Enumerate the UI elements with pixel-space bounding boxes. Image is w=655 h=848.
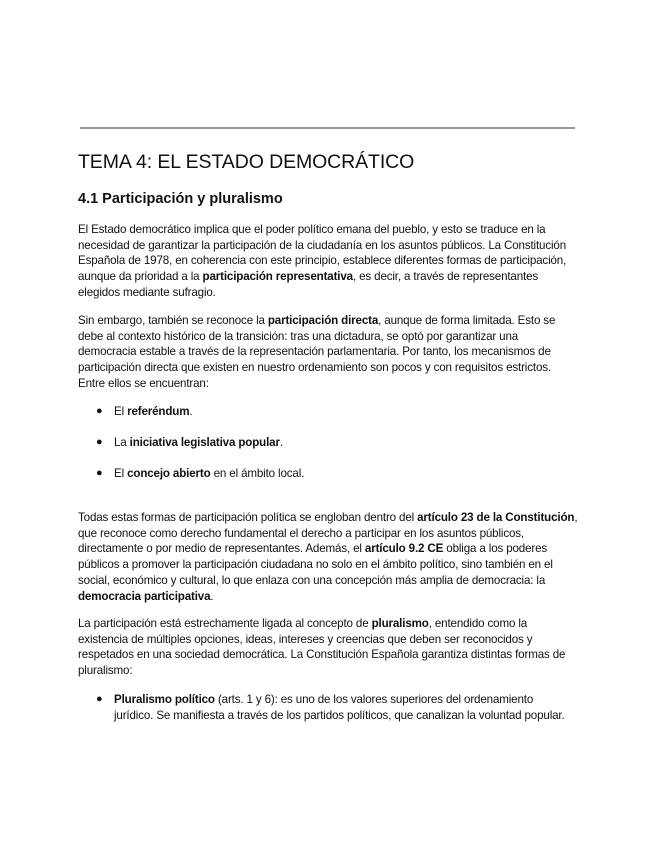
bold-text: concejo abierto bbox=[127, 467, 211, 480]
text-run: . bbox=[210, 589, 214, 603]
paragraph-2 bbox=[78, 313, 578, 392]
list-item bbox=[96, 404, 566, 420]
text-run: El Estado democrático implica que el poder político emana del pueblo, y esto se traduce en la necesidad de garantizar la participación de la ciudadanía en los asuntos públicos. La Constitución Española de 1978, en coherencia con este principio, establece diferentes formas de participación, aunque da prioridad a la bbox=[78, 223, 567, 284]
list-item bbox=[96, 692, 566, 723]
bold-text: participación directa bbox=[267, 314, 379, 327]
text-run: , que reconoce como derecho fundamental el derecho a participar en los asuntos públicos, directamente o por medio de representantes. Además, el bbox=[78, 511, 578, 556]
bold-text: referéndum bbox=[127, 405, 190, 418]
text-run: Sin embargo, también se reconoce la bbox=[78, 314, 268, 327]
text-run: El bbox=[114, 467, 128, 480]
bold-text: iniciativa legislativa popular bbox=[129, 436, 280, 449]
bullet-icon: ● bbox=[96, 693, 103, 705]
horizontal-rule bbox=[80, 127, 575, 129]
text-run: , es decir, a través de representantes elegidos mediante sufragio. bbox=[78, 270, 539, 299]
bold-text: artículo 9.2 CE bbox=[364, 542, 444, 556]
text-run: obliga a los poderes públicos a promover la participación ciudadana no solo en el ámbito político, sino también en el social, económico y cultural, lo que enlaza con una concepción más amplia de democracia: la bbox=[78, 542, 553, 587]
text-run: (arts. 1 y 6): es uno de los valores superiores del ordenamiento jurídico. Se manifiesta a través de los partidos políticos, que canalizan la voluntad popular. bbox=[114, 693, 565, 722]
list-item-text bbox=[114, 404, 566, 420]
text-run: La bbox=[114, 436, 130, 449]
bold-text: artículo 23 de la Constitución bbox=[417, 511, 575, 524]
text-run: , entendido como la existencia de múltiples opciones, ideas, intereses y creencias que deben ser reconocidos y respetados en una sociedad democrática. La Constitución Española garantiza distintas formas de pluralismo: bbox=[78, 617, 566, 678]
paragraph-4 bbox=[78, 616, 578, 679]
text-run: El bbox=[114, 405, 128, 418]
text-run: . bbox=[279, 436, 283, 449]
bold-text: participación representativa bbox=[202, 270, 353, 284]
paragraph-3 bbox=[78, 510, 578, 604]
bullet-icon: ● bbox=[96, 467, 103, 479]
text-run: , aunque de forma limitada. Esto se debe al contexto histórico de la transición: tras una dictadura, se optó por garantizar una democracia estable a través de la representación parlamentaria. Por tanto, los mecanismos de participación directa que existen en nuestro ordenamiento son pocos y con requisitos estrictos. Entre ellos se encuentran: bbox=[78, 314, 556, 390]
list-item-text bbox=[114, 466, 566, 482]
list-item-text bbox=[114, 692, 566, 723]
bullet-icon: ● bbox=[96, 405, 103, 417]
list-item-text bbox=[114, 435, 566, 451]
text-run: en el ámbito local. bbox=[210, 467, 305, 480]
text-run: Todas estas formas de participación política se engloban dentro del bbox=[78, 511, 418, 524]
section-heading: 4.1 Participación y pluralismo bbox=[78, 191, 283, 207]
bold-text: pluralismo bbox=[371, 617, 429, 630]
bold-text: Pluralismo político bbox=[114, 693, 215, 706]
text-run: La participación está estrechamente ligada al concepto de bbox=[78, 617, 372, 630]
list-item bbox=[96, 466, 566, 482]
page-title: TEMA 4: EL ESTADO DEMOCRÁTICO bbox=[78, 151, 415, 173]
paragraph-1 bbox=[78, 222, 578, 301]
text-run: . bbox=[189, 405, 193, 418]
bold-text: democracia participativa bbox=[78, 589, 211, 603]
bullet-icon: ● bbox=[96, 436, 103, 448]
list-item bbox=[96, 435, 566, 451]
